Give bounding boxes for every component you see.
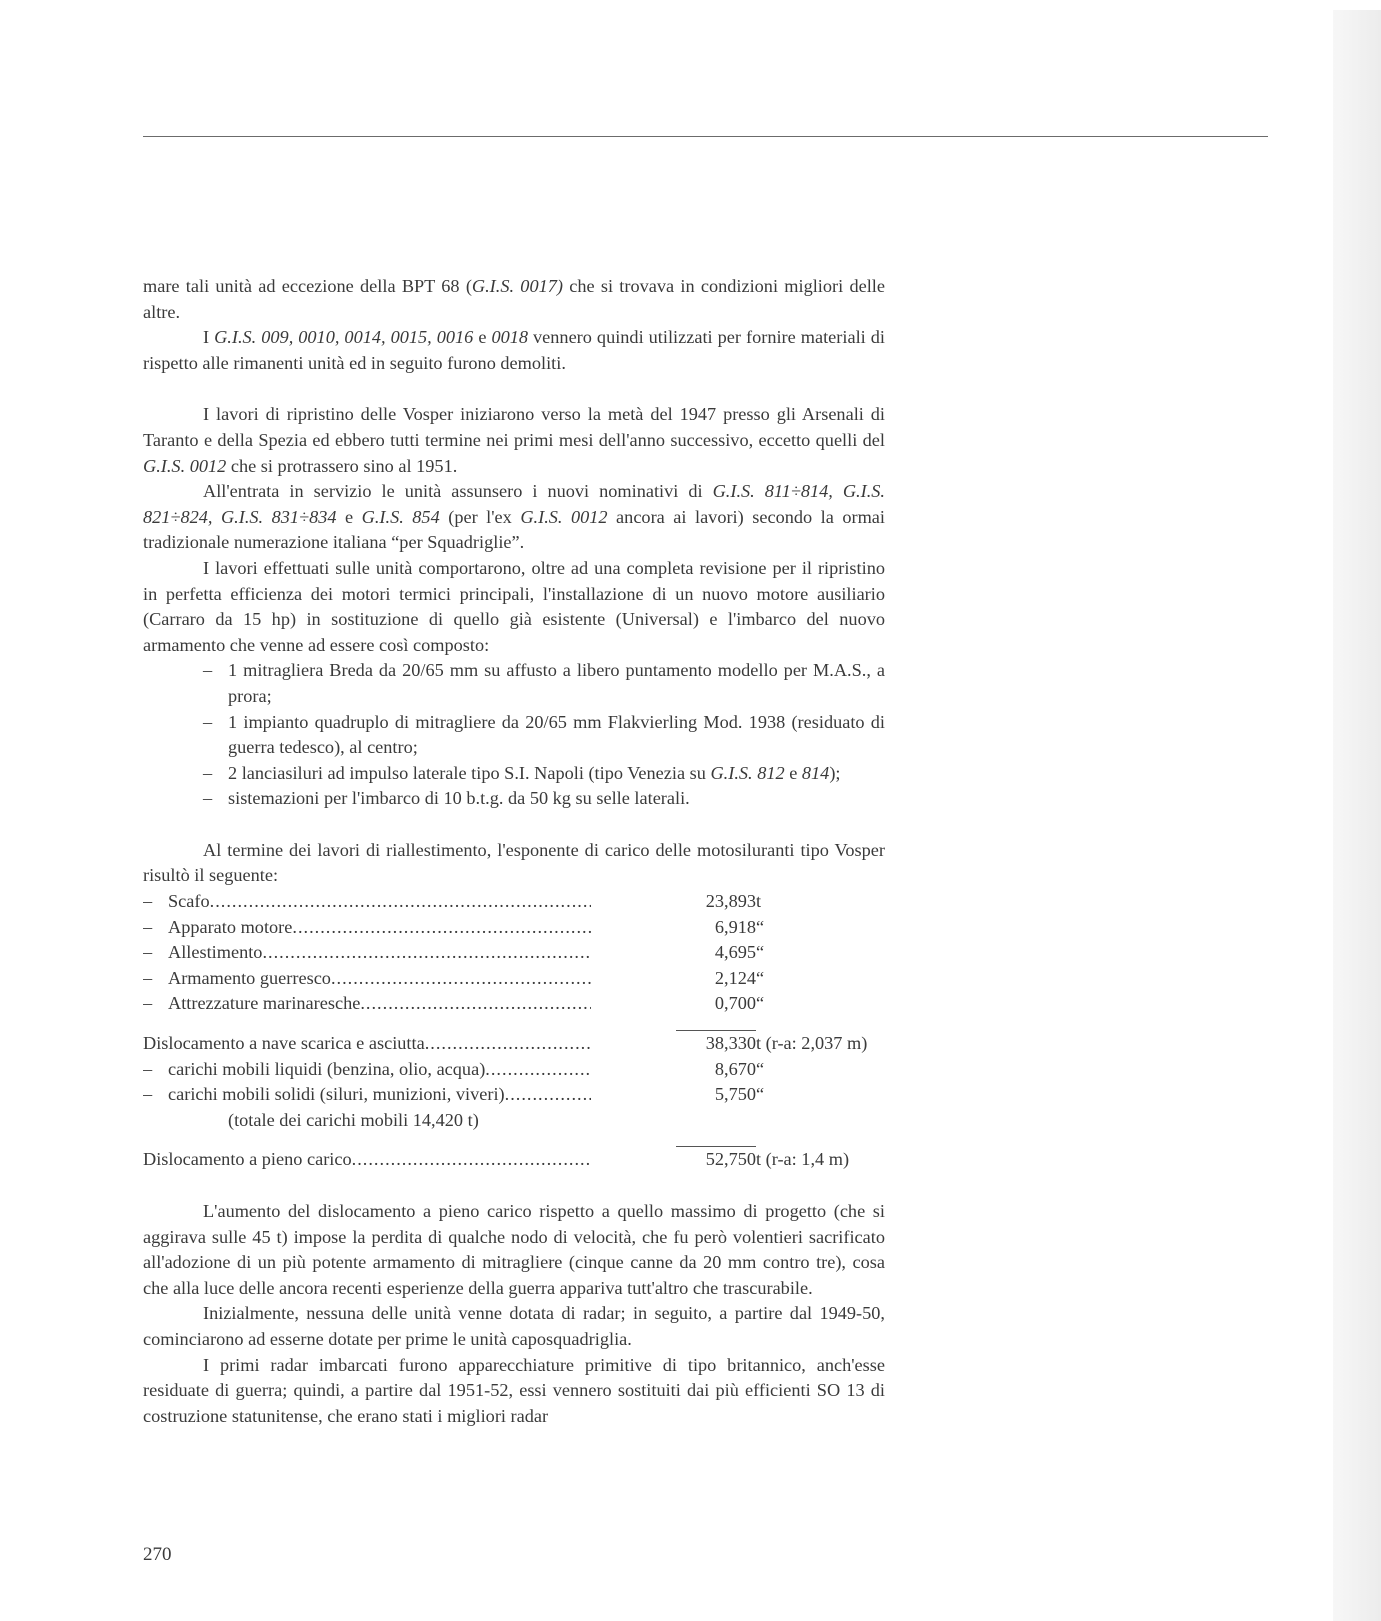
- paragraph-4: All'entrata in servizio le unità assunsero i nuovi nominativi di G.I.S. 811÷814, G.I.S. 821÷824, G.I.S. 831÷834 e G.I.S. 854 (per l'ex G.I.S. 0012 ancora ai lavori) secondo la ormai tradizionale numerazione italiana “per Squadriglie”.: [143, 481, 885, 553]
- row-unit: “: [756, 942, 765, 963]
- paragraph-9: I primi radar imbarcati furono apparecchiature primitive di tipo britannico, anch'esse residuate di guerra; quindi, a partire dal 1951-52, essi vennero sostituiti dai più efficienti SO 13 di costruzione statunitense, che erano stati i migliori radar: [143, 1354, 885, 1426]
- table-row: – carichi mobili liquidi (benzina, olio, acqua) ..... 8,670 “: [143, 1057, 867, 1083]
- row-value: 2,124: [714, 967, 756, 988]
- row-value: 23,893: [705, 891, 756, 912]
- row-label: carichi mobili solidi (siluri, munizioni, viveri): [168, 1084, 505, 1105]
- row-unit: “: [756, 993, 765, 1014]
- paragraph-3: I lavori di ripristino delle Vosper iniziarono verso la metà del 1947 presso gli Arsenali di Taranto e della Spezia ed ebbero tutti termine nei primi mesi dell'anno successivo, eccetto quelli del G.I.S. 0012 che si protrassero sino al 1951.: [143, 404, 885, 476]
- row-label: Armamento guerresco: [168, 967, 331, 988]
- paragraph-5: I lavori effettuati sulle unità comportarono, oltre ad una completa revisione per il ripristino in perfetta efficienza dei motori termici principali, l'installazione di un nuovo motore ausiliario (Carraro da 15 hp) in sostituzione di quello già esistente (Universal) e l'imbarco del nuovo armamento che venne ad essere così composto:: [143, 557, 885, 655]
- paragraph-1: mare tali unità ad eccezione della BPT 68 (G.I.S. 0017) che si trovava in condizioni migliori delle altre.: [143, 276, 885, 322]
- table-row: [143, 1108, 867, 1134]
- table-row: – Attrezzature marinaresche ..... 0,700 “: [143, 991, 867, 1017]
- table-row: [143, 1031, 867, 1057]
- row-label: carichi mobili liquidi (benzina, olio, acqua): [168, 1058, 486, 1079]
- paragraph-2: I G.I.S. 009, 0010, 0014, 0015, 0016 e 0018 vennero quindi utilizzati per fornire materiali di rispetto alle rimanenti unità ed in seguito furono demoliti.: [143, 327, 885, 373]
- row-value: 5,750: [714, 1084, 756, 1105]
- row-value: 6,918: [714, 916, 756, 937]
- row-label: Apparato motore: [168, 916, 293, 937]
- list-item: – sistemazioni per l'imbarco di 10 b.t.g. da 50 kg su selle laterali.: [203, 786, 885, 812]
- paragraph-8: Inizialmente, nessuna delle unità venne dotata di radar; in seguito, a partire dal 1949-50, cominciarono ad esserne dotate per prime le unità caposquadriglia.: [143, 1303, 885, 1349]
- row-unit: “: [756, 1084, 765, 1105]
- armament-list: [143, 658, 885, 812]
- row-label: Dislocamento a nave scarica e asciutta: [143, 1032, 425, 1053]
- row-label: Allestimento: [168, 942, 263, 963]
- page-number: 270: [143, 1544, 172, 1565]
- row-unit: “: [756, 1058, 765, 1079]
- table-row: – carichi mobili solidi (siluri, munizioni, viveri) ..... 5,750 “: [143, 1082, 867, 1108]
- weight-table: [143, 889, 867, 1173]
- row-unit: t (r-a: 1,4 m): [756, 1148, 850, 1169]
- row-unit: “: [756, 967, 765, 988]
- row-unit: t: [756, 891, 762, 912]
- list-item: – 1 mitragliera Breda da 20/65 mm su affusto a libero puntamento modello per M.A.S., a prora;: [203, 658, 885, 709]
- row-value: 4,695: [714, 942, 756, 963]
- row-value: 38,330: [705, 1033, 756, 1054]
- table-row: – Allestimento ..... 4,695 “: [143, 940, 867, 966]
- table-row: – Armamento guerresco ..... 2,124 “: [143, 966, 867, 992]
- table-row: – Apparato motore ..... 6,918 “: [143, 915, 867, 941]
- table-row: – Scafo ..... 23,893 t: [143, 889, 867, 915]
- row-value: 8,670: [714, 1058, 756, 1079]
- list-item: – 1 impianto quadruplo di mitragliere da 20/65 mm Flakvierling Mod. 1938 (residuato di guerra tedesco), al centro;: [203, 710, 885, 761]
- row-label: Attrezzature marinaresche: [168, 993, 361, 1014]
- page-edge-shadow: [1333, 10, 1381, 1621]
- paragraph-7: L'aumento del dislocamento a pieno carico rispetto a quello massimo di progetto (che si aggirava sulle 45 t) impose la perdita di qualche nodo di velocità, che fu però volentieri sacrificato all'adozione di un più potente armamento di mitragliere (cinque canne da 20 mm contro tre), cosa che alla luce delle ancora recenti esperienze della guerra appariva tutt'altro che trascurabile.: [143, 1201, 885, 1298]
- row-unit: “: [756, 916, 765, 937]
- row-value: 0,700: [714, 993, 756, 1014]
- list-item: – 2 lanciasiluri ad impulso laterale tipo S.I. Napoli (tipo Venezia su G.I.S. 812 e 814);: [203, 761, 885, 787]
- header-rule: [143, 136, 1268, 137]
- table-row: [143, 1147, 867, 1173]
- row-label: Dislocamento a pieno carico: [143, 1148, 352, 1169]
- row-unit: t (r-a: 2,037 m): [756, 1032, 868, 1053]
- row-value: 52,750: [705, 1149, 756, 1170]
- loads-note: (totale dei carichi mobili 14,420 t): [228, 1109, 479, 1130]
- body-text: [143, 274, 885, 1429]
- paragraph-6: Al termine dei lavori di riallestimento, l'esponente di carico delle motosiluranti tipo Vosper risultò il seguente:: [143, 839, 885, 886]
- row-label: Scafo: [168, 891, 210, 912]
